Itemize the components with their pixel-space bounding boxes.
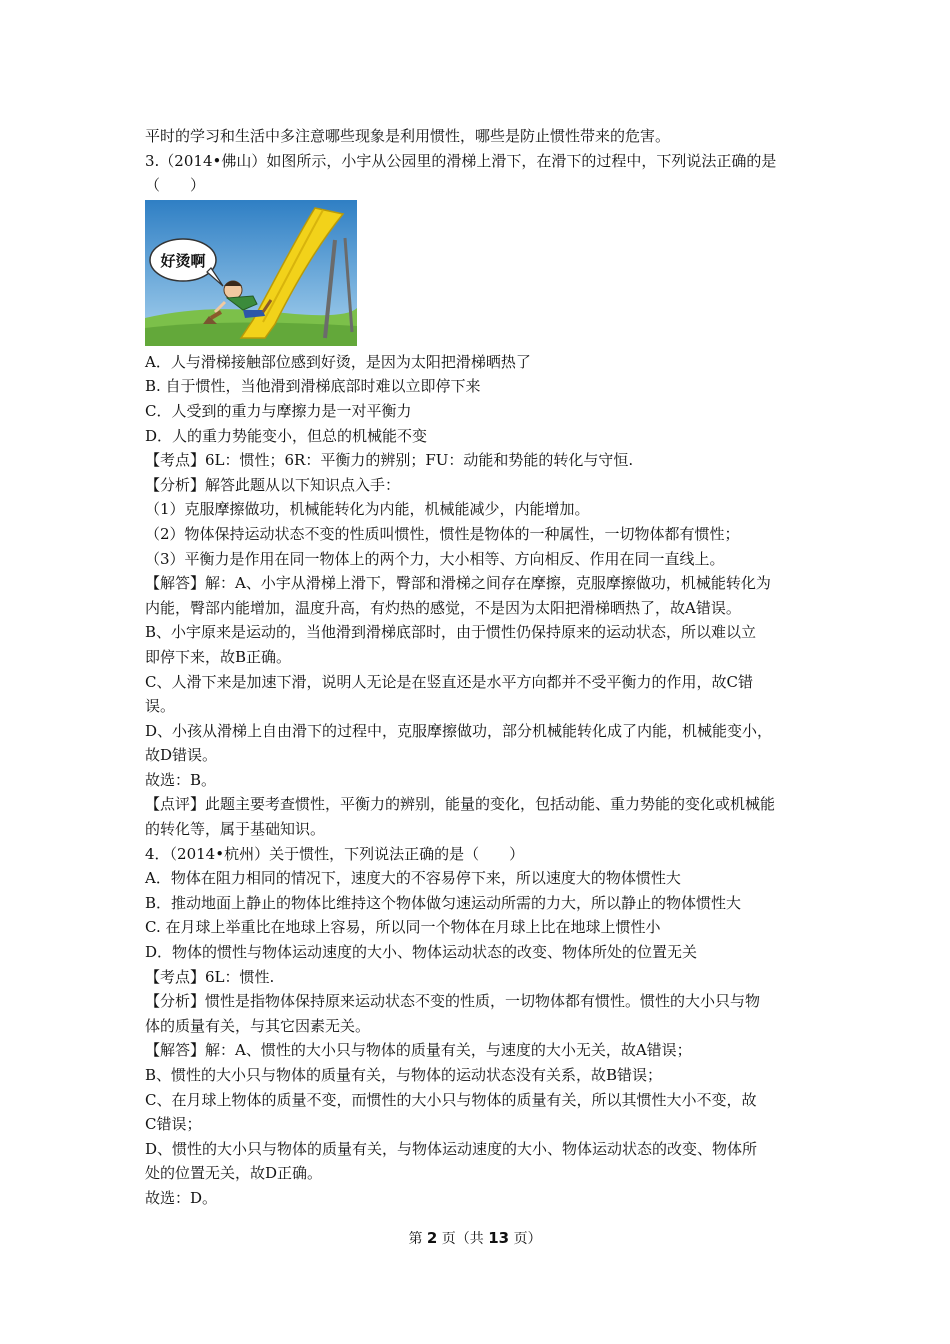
question-3-blank: （ ） — [145, 176, 206, 195]
page-footer — [0, 1228, 950, 1248]
text-line: 处的位置无关，故D正确。 — [145, 1164, 323, 1183]
footer-total-pages: 13 — [488, 1229, 510, 1247]
text-line: D、小孩从滑梯上自由滑下的过程中，克服摩擦做功，部分机械能转化成了内能，机械能变小， — [145, 721, 773, 740]
text-line: 【解答】解：A、小宇从滑梯上滑下，臀部和滑梯之间存在摩擦，克服摩擦做功，机械能转化为 — [145, 574, 771, 593]
text-line: （1）克服摩擦做功，机械能转化为内能，机械能减少，内能增加。 — [145, 500, 590, 519]
text-line: 【考点】6L：惯性；6R：平衡力的辨别；FU：动能和势能的转化与守恒. — [145, 451, 634, 470]
text-line: B、小宇原来是运动的，当他滑到滑梯底部时，由于惯性仍保持原来的运动状态，所以难以立 — [145, 623, 757, 642]
text-line: C、在月球上物体的质量不变，而惯性的大小只与物体的质量有关，所以其惯性大小不变，故 — [145, 1090, 757, 1109]
text-line: 内能，臀部内能增加，温度升高，有灼热的感觉，不是因为太阳把滑梯晒热了，故A错误。 — [145, 598, 741, 617]
text-line: D．物体的惯性与物体运动速度的大小、物体运动状态的改变、物体所处的位置无关 — [145, 943, 698, 962]
text-line: C. 在月球上举重比在地球上容易，所以同一个物体在月球上比在地球上惯性小 — [145, 918, 661, 937]
text-line: B、惯性的大小只与物体的质量有关，与物体的运动状态没有关系，故B错误； — [145, 1066, 663, 1084]
text-line: D、惯性的大小只与物体的质量有关，与物体运动速度的大小、物体运动状态的改变、物体所 — [145, 1139, 758, 1158]
text-line: A．人与滑梯接触部位感到好烫，是因为太阳把滑梯晒热了 — [145, 352, 531, 371]
document-body — [145, 124, 825, 1211]
speech-bubble-text: 好烫啊 — [160, 251, 206, 270]
question-4-stem: 4．（2014•杭州）关于惯性，下列说法正确的是（ ） — [145, 844, 525, 863]
text-line: （3）平衡力是作用在同一物体上的两个力，大小相等、方向相反、作用在同一直线上。 — [145, 549, 725, 568]
text-line: C、人滑下来是加速下滑，说明人无论是在竖直还是水平方向都并不受平衡力的作用，故C错 — [145, 672, 753, 691]
text-line: B．推动地面上静止的物体比维持这个物体做匀速运动所需的力大，所以静止的物体惯性大 — [145, 893, 742, 912]
text-line: 【考点】6L：惯性. — [145, 967, 275, 986]
text-line: C错误； — [145, 1115, 202, 1134]
question-body-lines — [145, 350, 825, 1211]
text-line: 故选：D。 — [145, 1188, 218, 1207]
text-line: 的转化等，属于基础知识。 — [145, 820, 326, 839]
text-line: 故选：B。 — [145, 770, 217, 789]
text-line: 平时的学习和生活中多注意哪些现象是利用惯性，哪些是防止惯性带来的危害。 — [145, 127, 671, 145]
text-line: 【点评】此题主要考查惯性，平衡力的辨别，能量的变化，包括动能、重力势能的变化或机械能 — [145, 795, 776, 814]
text-line: C．人受到的重力与摩擦力是一对平衡力 — [145, 401, 412, 420]
text-line: （2）物体保持运动状态不变的性质叫惯性，惯性是物体的一种属性，一切物体都有惯性； — [145, 524, 740, 543]
intro-lines — [145, 124, 825, 198]
text-line: 误。 — [145, 697, 176, 716]
text-line: 【分析】惯性是指物体保持原来运动状态不变的性质，一切物体都有惯性。惯性的大小只与物 — [145, 992, 761, 1011]
text-line: 【分析】解答此题从以下知识点入手： — [145, 475, 401, 494]
footer-suffix: 页） — [513, 1231, 542, 1247]
text-line: 故D错误。 — [145, 746, 218, 765]
text-line: 【解答】解：A、惯性的大小只与物体的质量有关，与速度的大小无关，故A错误； — [145, 1041, 692, 1060]
footer-middle: 页（共 — [441, 1231, 484, 1247]
question-3-stem: 3.（2014•佛山）如图所示，小宇从公园里的滑梯上滑下，在滑下的过程中，下列说法正确的是 — [145, 151, 777, 170]
slide-illustration — [145, 200, 357, 346]
text-line: B. 自于惯性，当他滑到滑梯底部时难以立即停下来 — [145, 377, 481, 396]
text-line: 即停下来，故B正确。 — [145, 647, 292, 666]
text-line: A．物体在阻力相同的情况下，速度大的不容易停下来，所以速度大的物体惯性大 — [145, 869, 681, 888]
footer-page-number: 2 — [426, 1229, 438, 1247]
footer-prefix: 第 — [408, 1231, 423, 1247]
text-line: 体的质量有关，与其它因素无关。 — [145, 1016, 371, 1035]
text-line: D．人的重力势能变小，但总的机械能不变 — [145, 426, 428, 445]
